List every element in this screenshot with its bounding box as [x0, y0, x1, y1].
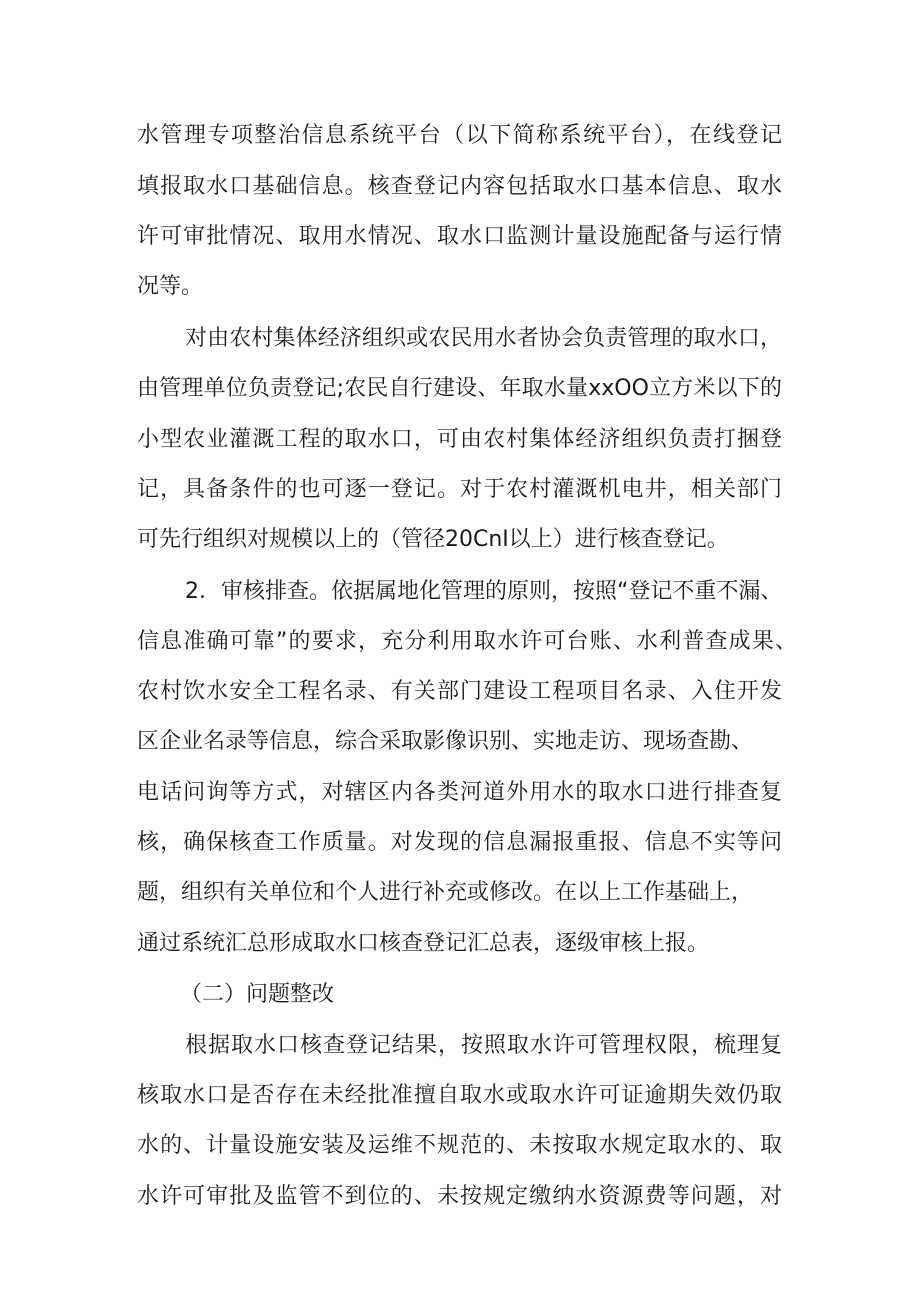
body-text-line: 通过系统汇总形成取水口核查登记汇总表，逐级审核上报。	[137, 931, 710, 956]
body-text-line: 可先行组织对规模以上的（管径20CnI以上）进行核查登记。	[137, 527, 729, 552]
body-text-line: 水的、计量设施安装及运维不规范的、未按取水规定取水的、取	[137, 1133, 782, 1158]
body-text-line: 小型农业灌溉工程的取水口，可由农村集体经济组织负责打捆登	[137, 427, 782, 452]
body-text-line: 况等。	[137, 274, 204, 299]
body-text-line: 区企业名录等信息，综合采取影像识别、实地走访、现场查勘、	[137, 729, 754, 754]
body-text-line: 核取水口是否存在未经批准擅自取水或取水许可证逾期失效仍取	[137, 1083, 782, 1108]
body-text-line: 题，组织有关单位和个人进行补充或修改。在以上工作基础上，	[137, 880, 754, 905]
body-text-line: 水管理专项整治信息系统平台（以下简称系统平台），在线登记	[137, 123, 782, 148]
body-text-line: 2．审核排查。依据属地化管理的原则，按照“登记不重不漏、	[185, 579, 782, 604]
body-text-line: 水许可审批及监管不到位的、未按规定缴纳水资源费等问题，对	[137, 1184, 782, 1209]
section-heading: （二）问题整改	[180, 982, 335, 1007]
body-text-line: 核，确保核查工作质量。对发现的信息漏报重报、信息不实等问	[137, 830, 782, 855]
body-text-line: 对由农村集体经济组织或农民用水者协会负责管理的取水口，	[185, 326, 782, 351]
body-text-line: 信息准确可靠”的要求，充分利用取水许可台账、水利普查成果、	[137, 629, 797, 654]
body-text-line: 填报取水口基础信息。核查登记内容包括取水口基本信息、取水	[137, 174, 782, 199]
body-text-line: 由管理单位负责登记;农民自行建设、年取水量xxOO立方米以下的	[137, 376, 782, 401]
body-text-line: 许可审批情况、取用水情况、取水口监测计量设施配备与运行情	[137, 224, 782, 249]
body-text-line: 记，具备条件的也可逐一登记。对于农村灌溉机电井，相关部门	[137, 477, 782, 502]
body-text-line: 农村饮水安全工程名录、有关部门建设工程项目名录、入住开发	[137, 679, 782, 704]
body-text-line: 根据取水口核查登记结果，按照取水许可管理权限，梳理复	[185, 1033, 782, 1058]
body-text-line: 电话问询等方式，对辖区内各类河道外用水的取水口进行排查复	[137, 780, 782, 805]
